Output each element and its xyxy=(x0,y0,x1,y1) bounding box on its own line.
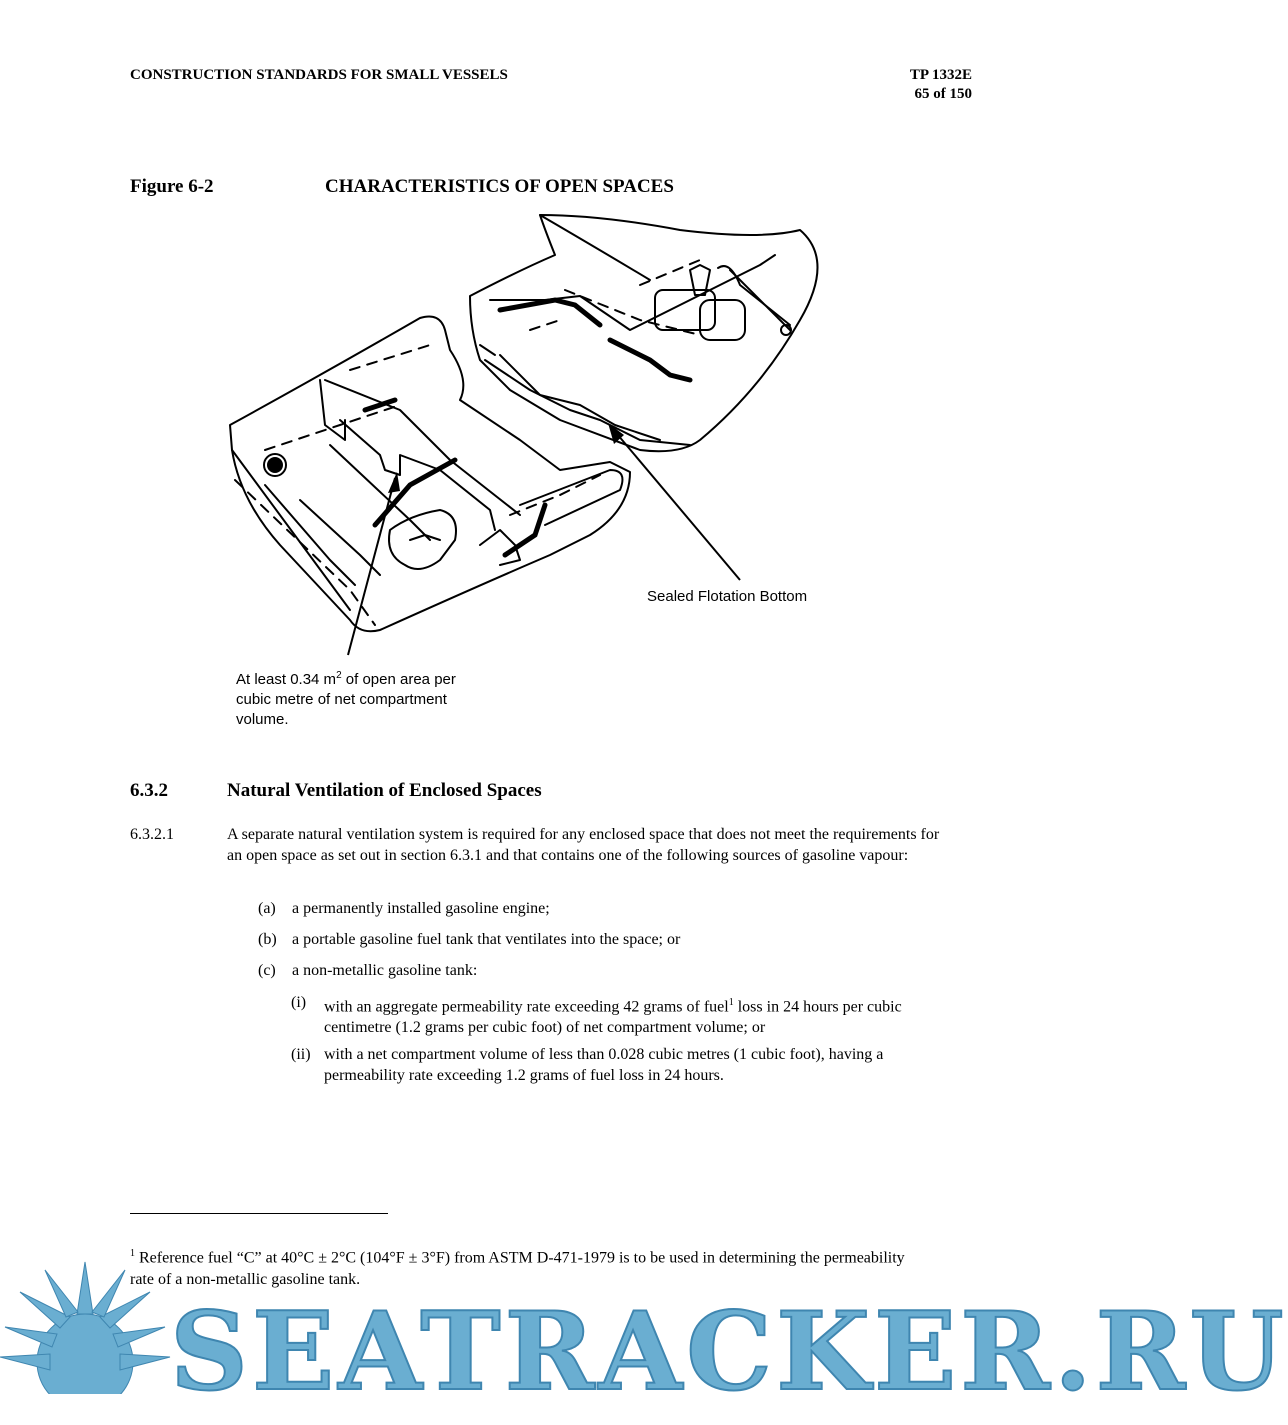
list-item-label: (a) xyxy=(258,900,276,917)
label-sealed-flotation-bottom: Sealed Flotation Bottom xyxy=(647,588,808,605)
list-item-a xyxy=(258,898,948,919)
boat-open-spaces-illustration xyxy=(220,205,830,685)
subitem-ii-label: (ii) xyxy=(291,1046,311,1063)
header-doc-code: TP 1332E xyxy=(909,67,972,83)
subitem-i-text-pre: with an aggregate permeability rate exceeding 42 grams of fuel xyxy=(324,998,729,1016)
list-item-c xyxy=(258,960,948,981)
paragraph-text: A separate natural ventilation system is required for any enclosed space that does not meet the requirements for an open space as set out in section 6.3.1 and that contains one of the following sources of gasoline vapour: xyxy=(227,826,940,864)
subitem-ii-text: with a net compartment volume of less than 0.028 cubic metres (1 cubic foot), having a permeability rate exceeding 1.2 grams of fuel loss in 24 hours. xyxy=(324,1046,884,1084)
list-item-text: a permanently installed gasoline engine; xyxy=(292,900,550,917)
section-number: 6.3.2 xyxy=(130,780,168,801)
footnote-reference: 1 xyxy=(728,997,734,1008)
sun-logo-icon xyxy=(0,1262,170,1425)
footnote-mark: 1 xyxy=(130,1248,135,1259)
list-item-label: (c) xyxy=(258,962,276,979)
figure-title: CHARACTERISTICS OF OPEN SPACES xyxy=(325,176,674,197)
list-item-b xyxy=(258,929,948,950)
subitem-i-label: (i) xyxy=(291,994,307,1011)
footnote xyxy=(130,1243,930,1291)
paragraph-number: 6.3.2.1 xyxy=(130,826,174,843)
header-page-number: 65 of 150 xyxy=(914,86,972,102)
label-open-area-line3: volume. xyxy=(236,711,289,728)
figure-number: Figure 6-2 xyxy=(130,176,214,197)
label-open-area-line1-post: of open area per xyxy=(341,671,456,688)
subitem-i-text-post: loss in 24 hours per cubic centimetre (1.2 grams per cubic foot) of net compartment volume; or xyxy=(324,998,902,1037)
list-item-text: a non-metallic gasoline tank: xyxy=(292,962,478,979)
header-title: CONSTRUCTION STANDARDS FOR SMALL VESSELS xyxy=(130,67,508,83)
label-open-area xyxy=(236,666,536,730)
section-title: Natural Ventilation of Enclosed Spaces xyxy=(227,780,542,801)
footnote-separator xyxy=(130,1213,388,1214)
watermark-text: SEATRACKER.RU xyxy=(170,1289,1288,1415)
footnote-text: Reference fuel “C” at 40°C ± 2°C (104°F ± 3°F) from ASTM D-471-1979 is to be used in determining the permeability rate of a non-metallic gasoline tank. xyxy=(130,1249,905,1289)
subitem-i-text xyxy=(324,992,954,1038)
label-open-area-superscript: 2 xyxy=(336,670,342,681)
list-item-label: (b) xyxy=(258,931,277,948)
label-open-area-line1-pre: At least 0.34 m xyxy=(236,671,337,688)
label-open-area-line2: cubic metre of net compartment xyxy=(236,691,447,708)
list-item-text: a portable gasoline fuel tank that ventilates into the space; or xyxy=(292,931,681,948)
